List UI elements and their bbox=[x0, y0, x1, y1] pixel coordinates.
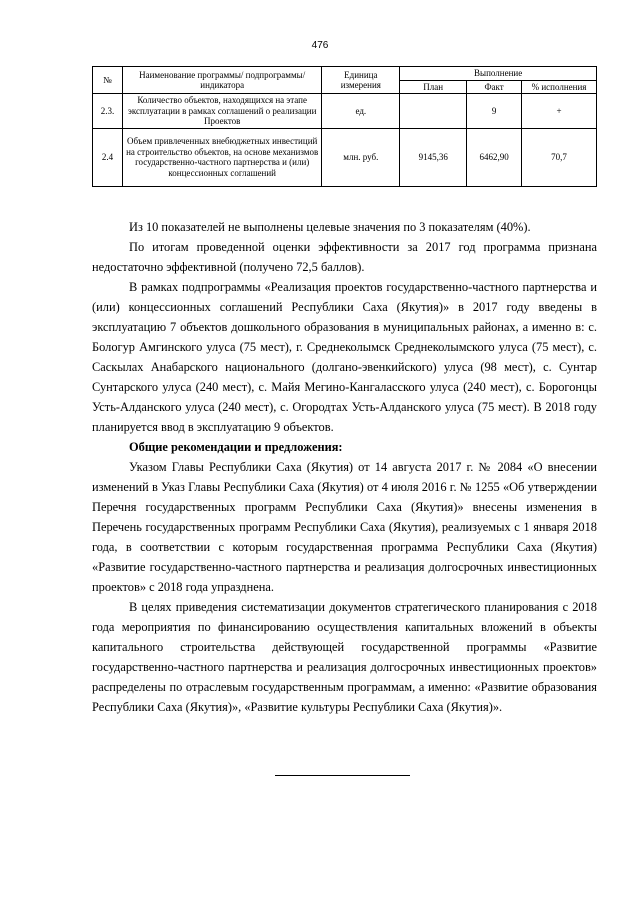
body-text bbox=[92, 217, 597, 717]
paragraph: Из 10 показателей не выполнены целевые значения по 3 показателям (40%). bbox=[129, 220, 531, 234]
paragraph: Указом Главы Республики Саха (Якутия) от 14 августа 2017 г. № 2084 «О внесении изменений в Указ Главы Республики Саха (Якутия) от 4 июля 2016 г. № 1255 «Об утверждении Перечня государственных программ Республики Саха (Якутия)» внесены изменения в Перечень государственных программ Республики Саха (Якутия), реализуемых с 1 января 2018 года, в соответствии с которым государственная программа Республики Саха (Якутия) «Развитие государственно-частного партнерства и реализация долгосрочных инвестиционных проектов» с 2018 года упразднена. bbox=[92, 460, 597, 594]
cell-number: 2.3. bbox=[93, 94, 123, 129]
header-plan: План bbox=[400, 80, 467, 94]
paragraph: По итогам проведенной оценки эффективности за 2017 год программа признана недостаточно эффективной (получено 72,5 баллов). bbox=[92, 240, 597, 274]
header-execution: Выполнение bbox=[400, 67, 597, 81]
cell-plan: 9145,36 bbox=[400, 128, 467, 186]
table-row bbox=[93, 128, 597, 186]
header-unit: Единица измерения bbox=[322, 67, 400, 94]
header-name: Наименование программы/ подпрограммы/индикатора bbox=[122, 67, 321, 94]
section-heading: Общие рекомендации и предложения: bbox=[129, 440, 343, 454]
cell-fact: 9 bbox=[467, 94, 522, 129]
header-fact: Факт bbox=[467, 80, 522, 94]
table-header-row bbox=[93, 67, 597, 81]
cell-plan bbox=[400, 94, 467, 129]
cell-percent: 70,7 bbox=[522, 128, 597, 186]
cell-fact: 6462,90 bbox=[467, 128, 522, 186]
cell-name: Объем привлеченных внебюджетных инвестиций на строительство объектов, на основе механизмов государственно-частного партнерства и (или) концессионных соглашений bbox=[122, 128, 321, 186]
cell-name: Количество объектов, находящихся на этапе эксплуатации в рамках соглашений о реализации Проектов bbox=[122, 94, 321, 129]
end-rule bbox=[275, 775, 410, 776]
header-percent: % исполнения bbox=[522, 80, 597, 94]
cell-unit: млн. руб. bbox=[322, 128, 400, 186]
table-row bbox=[93, 94, 597, 129]
page-number: 476 bbox=[311, 40, 329, 51]
header-number: № bbox=[93, 67, 123, 94]
cell-unit: ед. bbox=[322, 94, 400, 129]
paragraph: В целях приведения систематизации документов стратегического планирования с 2018 года мероприятия по финансированию осуществления капитальных вложений в объекты капитального строительства действующей государственной программы «Развитие государственно-частного партнерства и реализация долгосрочных инвестиционных проектов» распределены по отраслевым государственным программам, а именно: «Развитие образования Республики Саха (Якутия)», «Развитие культуры Республики Саха (Якутия)». bbox=[92, 600, 597, 714]
cell-percent: + bbox=[522, 94, 597, 129]
indicators-table bbox=[92, 66, 597, 187]
cell-number: 2.4 bbox=[93, 128, 123, 186]
paragraph: В рамках подпрограммы «Реализация проектов государственно-частного партнерства и (или) концессионных соглашений Республики Саха (Якутия)» в 2017 году введены в эксплуатацию 7 объектов дошкольного образования в муниципальных районах, а именно в: с. Бологур Амгинского улуса (75 мест), г. Среднеколымск Среднеколымского улуса (75 мест), с. Саскылах Анабарского национального (долгано-эвенкийского) улуса (98 мест), с. Сунтар Сунтарского улуса (240 мест), с. Майя Мегино-Кангаласского улуса (240 мест), с. Борогонцы Усть-Алданского улуса (240 мест), с. Огородтах Усть-Алданского улуса (75 мест). В 2018 году планируется ввод в эксплуатацию 9 объектов. bbox=[92, 280, 597, 434]
